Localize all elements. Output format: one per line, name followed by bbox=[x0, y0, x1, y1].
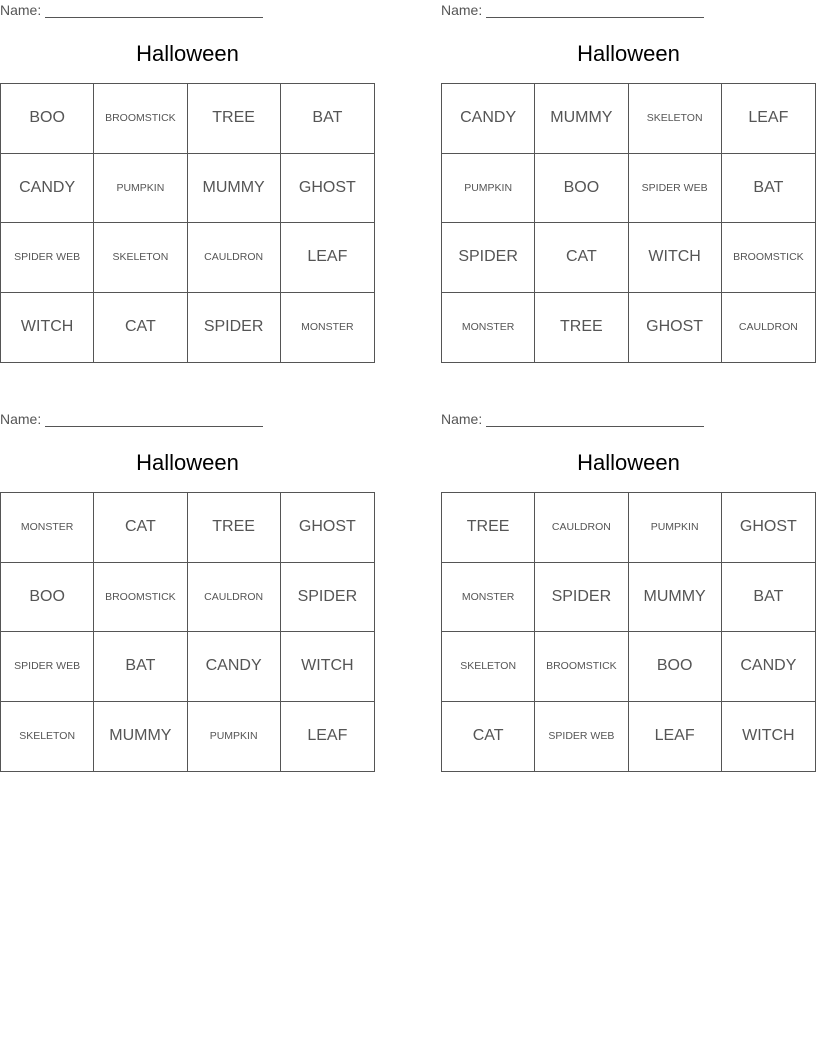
bingo-cell: BAT bbox=[722, 154, 815, 224]
bingo-cell: BOO bbox=[1, 563, 94, 633]
bingo-cell: CAULDRON bbox=[738, 321, 798, 334]
name-label: Name: bbox=[441, 411, 483, 427]
bingo-cell: CAULDRON bbox=[188, 223, 281, 293]
bingo-cell: MUMMY bbox=[535, 84, 628, 154]
bingo-cell: MONSTER bbox=[442, 293, 535, 363]
card-title: Halloween bbox=[136, 41, 239, 66]
bingo-cell: BOO bbox=[629, 632, 722, 702]
bingo-cell: TREE bbox=[188, 84, 281, 154]
bingo-cell: CANDY bbox=[188, 632, 281, 702]
bingo-grid bbox=[0, 83, 375, 363]
name-label: Name: bbox=[0, 411, 42, 427]
bingo-cell: SKELETON bbox=[1, 702, 94, 772]
bingo-cell: SPIDER bbox=[281, 563, 374, 633]
bingo-cell: PUMPKIN bbox=[94, 154, 187, 224]
bingo-cell: MUMMY bbox=[629, 563, 722, 633]
bingo-cell: WITCH bbox=[281, 632, 374, 702]
card-title: Halloween bbox=[136, 450, 239, 475]
bingo-grid bbox=[441, 492, 816, 772]
bingo-cell: SPIDER bbox=[442, 223, 535, 293]
bingo-cell: CANDY bbox=[722, 632, 815, 702]
bingo-cell: PUMPKIN bbox=[442, 154, 535, 224]
bingo-cell: CANDY bbox=[442, 84, 535, 154]
bingo-cell: MONSTER bbox=[1, 493, 94, 563]
bingo-grid bbox=[441, 83, 816, 363]
bingo-cell: CAT bbox=[442, 702, 535, 772]
bingo-cell: GHOST bbox=[629, 293, 722, 363]
bingo-cell: GHOST bbox=[722, 493, 815, 563]
bingo-cell: CAULDRON bbox=[188, 563, 281, 633]
bingo-cell: SPIDER WEB bbox=[1, 632, 94, 702]
bingo-cell: SPIDER WEB bbox=[535, 702, 628, 772]
bingo-cell: SPIDER bbox=[535, 563, 628, 633]
bingo-cell: MUMMY bbox=[188, 154, 281, 224]
bingo-cell: CAT bbox=[94, 493, 187, 563]
bingo-card bbox=[0, 409, 375, 774]
bingo-cell: WITCH bbox=[629, 223, 722, 293]
bingo-cell: CAT bbox=[535, 223, 628, 293]
bingo-cell: LEAF bbox=[307, 727, 348, 745]
name-line bbox=[45, 17, 263, 18]
name-line bbox=[486, 17, 704, 18]
bingo-cell: SPIDER WEB bbox=[629, 154, 722, 224]
name-line bbox=[486, 426, 704, 427]
name-label: Name: bbox=[441, 2, 483, 18]
bingo-cell: LEAF bbox=[722, 84, 815, 154]
name-line bbox=[45, 426, 263, 427]
bingo-card bbox=[441, 409, 816, 774]
bingo-cell: SKELETON bbox=[629, 84, 722, 154]
bingo-cell: LEAF bbox=[629, 702, 722, 772]
bingo-card bbox=[0, 0, 375, 365]
bingo-cell: GHOST bbox=[281, 154, 374, 224]
bingo-cell: SKELETON bbox=[94, 223, 187, 293]
bingo-cell: SKELETON bbox=[442, 632, 535, 702]
bingo-cell: MUMMY bbox=[94, 702, 187, 772]
bingo-cell: BAT bbox=[281, 84, 374, 154]
bingo-cell: BROOMSTICK bbox=[722, 223, 815, 293]
bingo-cell: MONSTER bbox=[301, 321, 354, 334]
bingo-cell: WITCH bbox=[1, 293, 94, 363]
bingo-cell: BOO bbox=[535, 154, 628, 224]
bingo-cell: MONSTER bbox=[442, 563, 535, 633]
bingo-cell: BOO bbox=[1, 84, 94, 154]
bingo-cell: CANDY bbox=[1, 154, 94, 224]
bingo-cell: TREE bbox=[442, 493, 535, 563]
bingo-cell: BROOMSTICK bbox=[94, 84, 187, 154]
card-title: Halloween bbox=[577, 41, 680, 66]
name-label: Name: bbox=[0, 2, 42, 18]
bingo-cell: SPIDER WEB bbox=[1, 223, 94, 293]
bingo-cell: CAULDRON bbox=[535, 493, 628, 563]
bingo-cell: CAT bbox=[94, 293, 187, 363]
bingo-card bbox=[441, 0, 816, 365]
bingo-cell: TREE bbox=[188, 493, 281, 563]
bingo-cell: LEAF bbox=[281, 223, 374, 293]
bingo-cell: PUMPKIN bbox=[188, 702, 281, 772]
bingo-cell: PUMPKIN bbox=[629, 493, 722, 563]
card-title: Halloween bbox=[577, 450, 680, 475]
bingo-cell: GHOST bbox=[281, 493, 374, 563]
bingo-cell: BROOMSTICK bbox=[94, 563, 187, 633]
bingo-cell: BAT bbox=[722, 563, 815, 633]
bingo-grid bbox=[0, 492, 375, 772]
bingo-cell: SPIDER bbox=[188, 293, 281, 363]
bingo-cell: BAT bbox=[94, 632, 187, 702]
bingo-cell: TREE bbox=[535, 293, 628, 363]
bingo-cell: WITCH bbox=[742, 727, 795, 745]
bingo-cell: BROOMSTICK bbox=[535, 632, 628, 702]
